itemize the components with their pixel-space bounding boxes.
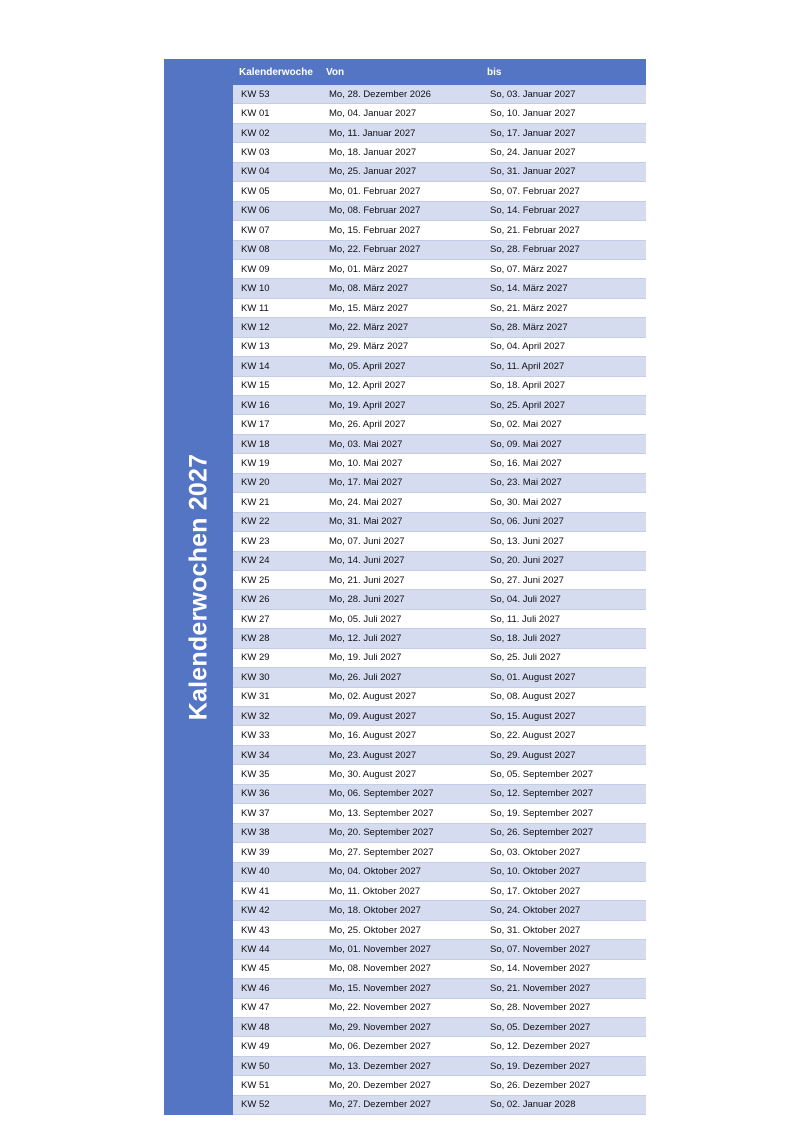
cell-week: KW 01: [233, 104, 325, 123]
calendar-week-table: [233, 59, 646, 1115]
table-row: [233, 998, 646, 1017]
table-row: [233, 1076, 646, 1095]
cell-week: KW 34: [233, 745, 325, 764]
cell-from: Mo, 08. Februar 2027: [325, 201, 483, 220]
cell-from: Mo, 10. Mai 2027: [325, 454, 483, 473]
cell-from: Mo, 22. Februar 2027: [325, 240, 483, 259]
cell-from: Mo, 04. Oktober 2027: [325, 862, 483, 881]
cell-from: Mo, 06. September 2027: [325, 784, 483, 803]
table-row: [233, 862, 646, 881]
cell-week: KW 39: [233, 843, 325, 862]
table-row: [233, 881, 646, 900]
cell-week: KW 21: [233, 493, 325, 512]
cell-from: Mo, 13. September 2027: [325, 804, 483, 823]
cell-to: So, 09. Mai 2027: [483, 434, 646, 453]
cell-to: So, 07. Februar 2027: [483, 182, 646, 201]
cell-to: So, 21. November 2027: [483, 979, 646, 998]
table-row: [233, 434, 646, 453]
cell-from: Mo, 20. September 2027: [325, 823, 483, 842]
table-row: [233, 707, 646, 726]
cell-from: Mo, 21. Juni 2027: [325, 570, 483, 589]
cell-to: So, 17. Januar 2027: [483, 123, 646, 142]
cell-week: KW 20: [233, 473, 325, 492]
cell-week: KW 36: [233, 784, 325, 803]
cell-to: So, 12. September 2027: [483, 784, 646, 803]
table-row: [233, 551, 646, 570]
cell-week: KW 51: [233, 1076, 325, 1095]
cell-week: KW 13: [233, 337, 325, 356]
cell-to: So, 19. Dezember 2027: [483, 1056, 646, 1075]
cell-to: So, 07. März 2027: [483, 259, 646, 278]
cell-to: So, 25. April 2027: [483, 396, 646, 415]
cell-to: So, 05. Dezember 2027: [483, 1018, 646, 1037]
cell-to: So, 12. Dezember 2027: [483, 1037, 646, 1056]
cell-from: Mo, 23. August 2027: [325, 745, 483, 764]
column-header-to: bis: [483, 59, 646, 85]
cell-week: KW 30: [233, 668, 325, 687]
cell-week: KW 48: [233, 1018, 325, 1037]
cell-from: Mo, 04. Januar 2027: [325, 104, 483, 123]
cell-week: KW 43: [233, 920, 325, 939]
cell-week: KW 31: [233, 687, 325, 706]
cell-from: Mo, 29. März 2027: [325, 337, 483, 356]
cell-from: Mo, 29. November 2027: [325, 1018, 483, 1037]
table-row: [233, 726, 646, 745]
table-row: [233, 85, 646, 104]
cell-from: Mo, 12. April 2027: [325, 376, 483, 395]
cell-week: KW 45: [233, 959, 325, 978]
cell-week: KW 50: [233, 1056, 325, 1075]
table-row: [233, 337, 646, 356]
cell-week: KW 35: [233, 765, 325, 784]
cell-week: KW 46: [233, 979, 325, 998]
cell-to: So, 24. Januar 2027: [483, 143, 646, 162]
cell-week: KW 44: [233, 940, 325, 959]
table-row: [233, 823, 646, 842]
cell-from: Mo, 15. März 2027: [325, 298, 483, 317]
cell-week: KW 29: [233, 648, 325, 667]
column-header-from: Von: [325, 59, 483, 85]
cell-from: Mo, 28. Juni 2027: [325, 590, 483, 609]
cell-to: So, 16. Mai 2027: [483, 454, 646, 473]
cell-from: Mo, 11. Oktober 2027: [325, 881, 483, 900]
cell-week: KW 06: [233, 201, 325, 220]
table-row: [233, 376, 646, 395]
table-row: [233, 590, 646, 609]
cell-from: Mo, 05. Juli 2027: [325, 609, 483, 628]
table-row: [233, 143, 646, 162]
cell-to: So, 14. Februar 2027: [483, 201, 646, 220]
cell-week: KW 04: [233, 162, 325, 181]
cell-to: So, 27. Juni 2027: [483, 570, 646, 589]
table-row: [233, 1095, 646, 1114]
table-body: [233, 85, 646, 1115]
table-row: [233, 920, 646, 939]
table-row: [233, 298, 646, 317]
cell-week: KW 40: [233, 862, 325, 881]
cell-to: So, 19. September 2027: [483, 804, 646, 823]
cell-to: So, 04. April 2027: [483, 337, 646, 356]
table-row: [233, 609, 646, 628]
calendar-week-block: [164, 59, 646, 1115]
table-row: [233, 259, 646, 278]
cell-to: So, 03. Januar 2027: [483, 85, 646, 104]
cell-from: Mo, 17. Mai 2027: [325, 473, 483, 492]
table-row: [233, 765, 646, 784]
cell-week: KW 53: [233, 85, 325, 104]
table-row: [233, 123, 646, 142]
cell-from: Mo, 15. November 2027: [325, 979, 483, 998]
cell-to: So, 21. Februar 2027: [483, 221, 646, 240]
cell-to: So, 18. Juli 2027: [483, 629, 646, 648]
cell-from: Mo, 28. Dezember 2026: [325, 85, 483, 104]
table-row: [233, 454, 646, 473]
table-row: [233, 959, 646, 978]
cell-from: Mo, 18. Januar 2027: [325, 143, 483, 162]
cell-from: Mo, 02. August 2027: [325, 687, 483, 706]
table-row: [233, 745, 646, 764]
table-row: [233, 979, 646, 998]
cell-week: KW 25: [233, 570, 325, 589]
cell-from: Mo, 14. Juni 2027: [325, 551, 483, 570]
cell-week: KW 22: [233, 512, 325, 531]
cell-to: So, 20. Juni 2027: [483, 551, 646, 570]
cell-from: Mo, 06. Dezember 2027: [325, 1037, 483, 1056]
table-row: [233, 162, 646, 181]
cell-to: So, 28. Februar 2027: [483, 240, 646, 259]
cell-week: KW 07: [233, 221, 325, 240]
cell-from: Mo, 27. Dezember 2027: [325, 1095, 483, 1114]
cell-from: Mo, 11. Januar 2027: [325, 123, 483, 142]
cell-to: So, 18. April 2027: [483, 376, 646, 395]
table-row: [233, 357, 646, 376]
cell-from: Mo, 15. Februar 2027: [325, 221, 483, 240]
table-row: [233, 648, 646, 667]
cell-week: KW 16: [233, 396, 325, 415]
cell-week: KW 49: [233, 1037, 325, 1056]
table-header-row: [233, 59, 646, 85]
cell-to: So, 02. Mai 2027: [483, 415, 646, 434]
table-header: [233, 59, 646, 85]
cell-to: So, 26. September 2027: [483, 823, 646, 842]
cell-from: Mo, 07. Juni 2027: [325, 532, 483, 551]
cell-from: Mo, 24. Mai 2027: [325, 493, 483, 512]
cell-from: Mo, 30. August 2027: [325, 765, 483, 784]
table-row: [233, 279, 646, 298]
cell-from: Mo, 26. April 2027: [325, 415, 483, 434]
cell-week: KW 12: [233, 318, 325, 337]
cell-from: Mo, 19. April 2027: [325, 396, 483, 415]
cell-to: So, 06. Juni 2027: [483, 512, 646, 531]
table-row: [233, 493, 646, 512]
cell-to: So, 10. Januar 2027: [483, 104, 646, 123]
cell-to: So, 23. Mai 2027: [483, 473, 646, 492]
cell-week: KW 09: [233, 259, 325, 278]
cell-from: Mo, 22. März 2027: [325, 318, 483, 337]
cell-week: KW 23: [233, 532, 325, 551]
cell-week: KW 33: [233, 726, 325, 745]
table-row: [233, 901, 646, 920]
cell-to: So, 29. August 2027: [483, 745, 646, 764]
calendar-table-area: [233, 59, 646, 1115]
cell-to: So, 13. Juni 2027: [483, 532, 646, 551]
table-row: [233, 1056, 646, 1075]
table-row: [233, 104, 646, 123]
cell-from: Mo, 27. September 2027: [325, 843, 483, 862]
cell-to: So, 31. Januar 2027: [483, 162, 646, 181]
cell-week: KW 27: [233, 609, 325, 628]
table-row: [233, 784, 646, 803]
cell-week: KW 47: [233, 998, 325, 1017]
cell-to: So, 30. Mai 2027: [483, 493, 646, 512]
cell-week: KW 28: [233, 629, 325, 648]
table-row: [233, 240, 646, 259]
table-row: [233, 843, 646, 862]
table-row: [233, 221, 646, 240]
table-row: [233, 396, 646, 415]
cell-week: KW 05: [233, 182, 325, 201]
cell-to: So, 07. November 2027: [483, 940, 646, 959]
table-row: [233, 804, 646, 823]
cell-week: KW 11: [233, 298, 325, 317]
cell-to: So, 17. Oktober 2027: [483, 881, 646, 900]
cell-from: Mo, 26. Juli 2027: [325, 668, 483, 687]
cell-to: So, 15. August 2027: [483, 707, 646, 726]
cell-to: So, 24. Oktober 2027: [483, 901, 646, 920]
cell-from: Mo, 20. Dezember 2027: [325, 1076, 483, 1095]
cell-to: So, 03. Oktober 2027: [483, 843, 646, 862]
table-row: [233, 570, 646, 589]
cell-to: So, 05. September 2027: [483, 765, 646, 784]
cell-week: KW 17: [233, 415, 325, 434]
cell-week: KW 18: [233, 434, 325, 453]
cell-from: Mo, 01. Februar 2027: [325, 182, 483, 201]
table-row: [233, 201, 646, 220]
cell-from: Mo, 09. August 2027: [325, 707, 483, 726]
cell-week: KW 08: [233, 240, 325, 259]
cell-to: So, 02. Januar 2028: [483, 1095, 646, 1114]
cell-from: Mo, 13. Dezember 2027: [325, 1056, 483, 1075]
cell-to: So, 25. Juli 2027: [483, 648, 646, 667]
cell-to: So, 21. März 2027: [483, 298, 646, 317]
cell-to: So, 14. März 2027: [483, 279, 646, 298]
cell-to: So, 26. Dezember 2027: [483, 1076, 646, 1095]
table-row: [233, 415, 646, 434]
cell-week: KW 38: [233, 823, 325, 842]
cell-week: KW 41: [233, 881, 325, 900]
cell-week: KW 10: [233, 279, 325, 298]
cell-to: So, 31. Oktober 2027: [483, 920, 646, 939]
table-row: [233, 512, 646, 531]
table-row: [233, 629, 646, 648]
cell-to: So, 11. Juli 2027: [483, 609, 646, 628]
cell-from: Mo, 25. Oktober 2027: [325, 920, 483, 939]
cell-from: Mo, 31. Mai 2027: [325, 512, 483, 531]
cell-from: Mo, 25. Januar 2027: [325, 162, 483, 181]
page-title: Kalenderwochen 2027: [184, 453, 212, 721]
table-row: [233, 182, 646, 201]
cell-to: So, 08. August 2027: [483, 687, 646, 706]
cell-to: So, 22. August 2027: [483, 726, 646, 745]
cell-from: Mo, 03. Mai 2027: [325, 434, 483, 453]
cell-to: So, 10. Oktober 2027: [483, 862, 646, 881]
cell-to: So, 14. November 2027: [483, 959, 646, 978]
table-row: [233, 940, 646, 959]
cell-from: Mo, 01. November 2027: [325, 940, 483, 959]
cell-from: Mo, 08. November 2027: [325, 959, 483, 978]
table-row: [233, 668, 646, 687]
cell-to: So, 28. November 2027: [483, 998, 646, 1017]
cell-to: So, 01. August 2027: [483, 668, 646, 687]
column-header-week: Kalenderwoche: [233, 59, 325, 85]
cell-from: Mo, 12. Juli 2027: [325, 629, 483, 648]
cell-to: So, 11. April 2027: [483, 357, 646, 376]
cell-week: KW 19: [233, 454, 325, 473]
cell-from: Mo, 22. November 2027: [325, 998, 483, 1017]
vertical-title-bar: [164, 59, 233, 1115]
cell-week: KW 15: [233, 376, 325, 395]
cell-to: So, 28. März 2027: [483, 318, 646, 337]
cell-week: KW 26: [233, 590, 325, 609]
cell-week: KW 14: [233, 357, 325, 376]
cell-from: Mo, 01. März 2027: [325, 259, 483, 278]
cell-week: KW 03: [233, 143, 325, 162]
cell-week: KW 52: [233, 1095, 325, 1114]
cell-week: KW 24: [233, 551, 325, 570]
table-row: [233, 532, 646, 551]
cell-to: So, 04. Juli 2027: [483, 590, 646, 609]
table-row: [233, 687, 646, 706]
cell-week: KW 42: [233, 901, 325, 920]
table-row: [233, 1037, 646, 1056]
table-row: [233, 473, 646, 492]
cell-week: KW 32: [233, 707, 325, 726]
cell-week: KW 37: [233, 804, 325, 823]
cell-week: KW 02: [233, 123, 325, 142]
cell-from: Mo, 05. April 2027: [325, 357, 483, 376]
cell-from: Mo, 18. Oktober 2027: [325, 901, 483, 920]
table-row: [233, 318, 646, 337]
table-row: [233, 1018, 646, 1037]
cell-from: Mo, 19. Juli 2027: [325, 648, 483, 667]
cell-from: Mo, 08. März 2027: [325, 279, 483, 298]
cell-from: Mo, 16. August 2027: [325, 726, 483, 745]
